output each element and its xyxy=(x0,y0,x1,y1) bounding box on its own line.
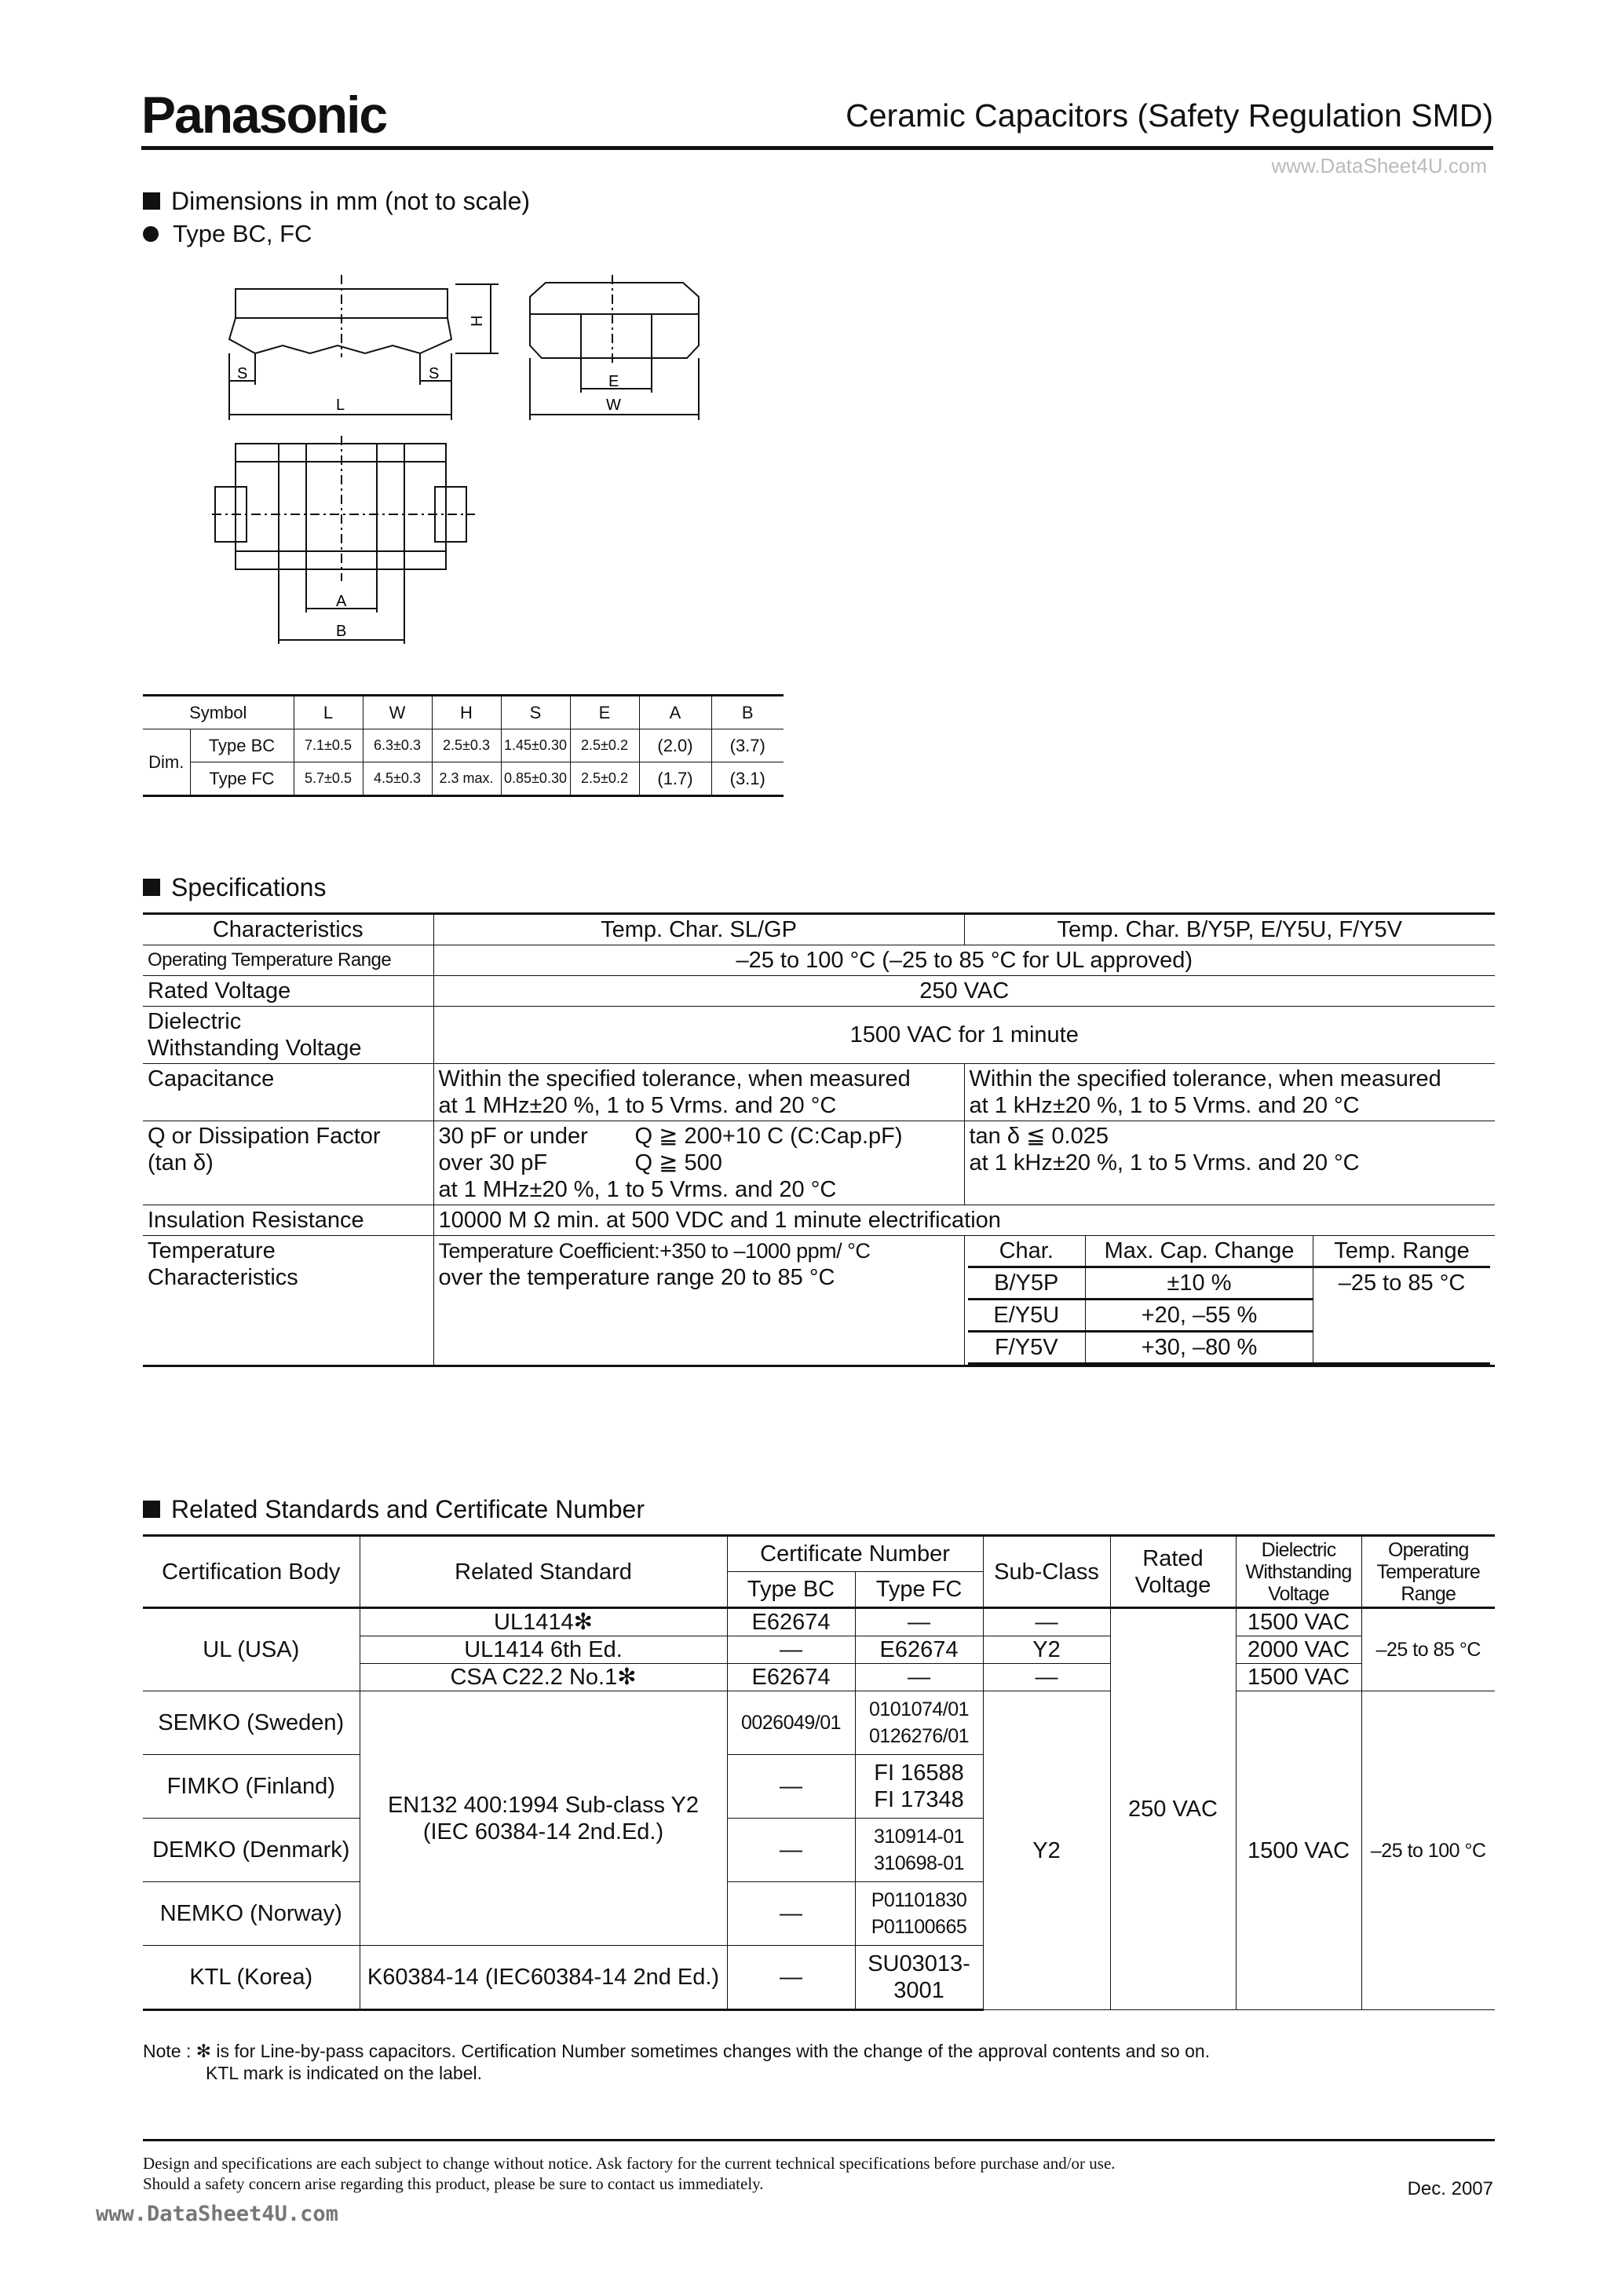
dimension-drawing xyxy=(212,267,730,660)
symbol-header: Symbol xyxy=(143,696,294,729)
value-cell: 0.85±0.30 xyxy=(501,762,570,796)
fc-cell: — xyxy=(855,1608,983,1636)
footer-rule xyxy=(143,2139,1495,2141)
subtable-header: Char. xyxy=(968,1236,1086,1267)
document-title: Ceramic Capacitors (Safety Regulation SMD) xyxy=(846,97,1493,133)
table-row xyxy=(143,1236,1495,1366)
bc-cell: — xyxy=(727,1636,855,1664)
standards-table xyxy=(143,1534,1495,2011)
value-cell: (3.7) xyxy=(711,729,784,762)
spec-col-header: Temp. Char. B/Y5P, E/Y5U, F/Y5V xyxy=(964,914,1495,945)
value-cell: (2.0) xyxy=(639,729,711,762)
bc-cell: — xyxy=(727,1946,855,2010)
type-cell: Type BC xyxy=(190,729,294,762)
spec-label: Rated Voltage xyxy=(143,976,433,1007)
temp-range-cell: –25 to 100 °C xyxy=(1361,1691,1495,2010)
note: Note : ✻ is for Line-by-pass capacitors. Certification Number sometimes changes with the change of the approval contents and so on. KTL mark is indicated on the label. xyxy=(143,2041,1211,2083)
spec-value: Temperature Coefficient:+350 to –1000 ppm/ °C over the temperature range 20 to 85 °C xyxy=(433,1236,964,1366)
table-row xyxy=(143,1691,1495,1755)
subclass-cell: — xyxy=(983,1608,1110,1636)
temp-char-cell xyxy=(964,1236,1495,1366)
subclass-cell: Y2 xyxy=(983,1636,1110,1664)
bc-cell: — xyxy=(727,1755,855,1819)
value-cell: (3.1) xyxy=(711,762,784,796)
col-header: S xyxy=(501,696,570,729)
standard-cell: UL1414✻ xyxy=(360,1608,727,1636)
subtable-cell: B/Y5P xyxy=(968,1267,1086,1300)
dim-label: Dim. xyxy=(143,729,190,796)
value-cell: 2.3 max. xyxy=(432,762,501,796)
spec-label: Dielectric Withstanding Voltage xyxy=(143,1007,433,1064)
subtable-cell: +20, –55 % xyxy=(1086,1300,1313,1332)
table-row xyxy=(143,1205,1495,1236)
standard-cell: CSA C22.2 No.1✻ xyxy=(360,1664,727,1691)
square-bullet-icon xyxy=(143,1501,160,1518)
header-operating-temp: Operating Temperature Range xyxy=(1361,1536,1495,1608)
fc-cell: E62674 xyxy=(855,1636,983,1664)
value-cell: 5.7±0.5 xyxy=(294,762,363,796)
standards-header-row xyxy=(143,1536,1495,1572)
value-cell: 6.3±0.3 xyxy=(363,729,432,762)
col-header: B xyxy=(711,696,784,729)
circle-bullet-icon xyxy=(143,226,159,242)
table-row xyxy=(143,945,1495,976)
subclass-cell: — xyxy=(983,1664,1110,1691)
value-cell: 2.5±0.2 xyxy=(570,729,639,762)
header-related-standard: Related Standard xyxy=(360,1536,727,1608)
spec-value: 30 pF or under Q ≧ 200+10 C (C:Cap.pF) over 30 pF Q ≧ 500 at 1 MHz±20 %, 1 to 5 Vrms. and 20 °C xyxy=(433,1121,964,1205)
square-bullet-icon xyxy=(143,879,160,896)
col-header: H xyxy=(432,696,501,729)
value-cell: 2.5±0.2 xyxy=(570,762,639,796)
specifications-table xyxy=(143,912,1495,1367)
label-w: W xyxy=(606,397,621,414)
dimensions-heading: Dimensions in mm (not to scale) xyxy=(143,187,530,216)
spec-value: Within the specified tolerance, when measured at 1 MHz±20 %, 1 to 5 Vrms. and 20 °C xyxy=(433,1064,964,1121)
spec-label: Capacitance xyxy=(143,1064,433,1121)
col-header: W xyxy=(363,696,432,729)
bc-cell: E62674 xyxy=(727,1664,855,1691)
subtable-cell: –25 to 85 °C xyxy=(1313,1267,1491,1364)
fc-cell: — xyxy=(855,1664,983,1691)
header-type-fc: Type FC xyxy=(855,1572,983,1608)
bc-cell: — xyxy=(727,1882,855,1946)
label-l: L xyxy=(336,397,345,414)
header-dielectric: Dielectric Withstanding Voltage xyxy=(1236,1536,1361,1608)
table-row xyxy=(143,1121,1495,1205)
table-row xyxy=(143,976,1495,1007)
subtable-cell: +30, –80 % xyxy=(1086,1332,1313,1364)
spec-value: Within the specified tolerance, when measured at 1 kHz±20 %, 1 to 5 Vrms. and 20 °C xyxy=(964,1064,1495,1121)
bc-cell: — xyxy=(727,1819,855,1882)
table-row xyxy=(143,1064,1495,1121)
subtable-header: Max. Cap. Change xyxy=(1086,1236,1313,1267)
table-row xyxy=(968,1267,1491,1300)
cert-body-cell: NEMKO (Norway) xyxy=(143,1882,360,1946)
col-header: L xyxy=(294,696,363,729)
fc-cell: 0101074/01 0126276/01 xyxy=(855,1691,983,1755)
table-row xyxy=(143,1007,1495,1064)
spec-header-row xyxy=(143,914,1495,945)
table-row xyxy=(143,729,784,762)
dielectric-cell: 1500 VAC xyxy=(1236,1691,1361,2010)
table-row xyxy=(143,762,784,796)
subtable-header: Temp. Range xyxy=(1313,1236,1491,1267)
type-cell: Type FC xyxy=(190,762,294,796)
watermark-top: www.DataSheet4U.com xyxy=(1271,154,1487,177)
header-type-bc: Type BC xyxy=(727,1572,855,1608)
standard-cell: UL1414 6th Ed. xyxy=(360,1636,727,1664)
subtable-cell: ±10 % xyxy=(1086,1267,1313,1300)
dim-header-row xyxy=(143,696,784,729)
fc-cell: 310914-01 310698-01 xyxy=(855,1819,983,1882)
spec-value: –25 to 100 °C (–25 to 85 °C for UL approved) xyxy=(433,945,1495,976)
fc-cell: FI 16588 FI 17348 xyxy=(855,1755,983,1819)
value-cell: 4.5±0.3 xyxy=(363,762,432,796)
col-header: A xyxy=(639,696,711,729)
spec-col-header: Characteristics xyxy=(143,914,433,945)
dielectric-cell: 1500 VAC xyxy=(1236,1664,1361,1691)
fc-cell: P01101830 P01100665 xyxy=(855,1882,983,1946)
subclass-cell: Y2 xyxy=(983,1691,1110,2010)
header-cert-body: Certification Body xyxy=(143,1536,360,1608)
temp-range-cell: –25 to 85 °C xyxy=(1361,1608,1495,1691)
spec-value: 250 VAC xyxy=(433,976,1495,1007)
spec-label: Insulation Resistance xyxy=(143,1205,433,1236)
label-e: E xyxy=(608,373,619,390)
cert-body-cell: SEMKO (Sweden) xyxy=(143,1691,360,1755)
standards-heading: Related Standards and Certificate Number xyxy=(143,1495,645,1524)
header-subclass: Sub-Class xyxy=(983,1536,1110,1608)
watermark-bottom: www.DataSheet4U.com xyxy=(96,2202,338,2226)
cert-body-cell: DEMKO (Denmark) xyxy=(143,1819,360,1882)
header-rule xyxy=(141,146,1493,150)
disclaimer: Design and specifications are each subject to change without notice. Ask factory for the current technical specifications before purchase and/or use. Should a safety concern arise regarding this product, please be sure to contact us immediately. xyxy=(143,2154,1116,2193)
standard-cell: EN132 400:1994 Sub-class Y2 (IEC 60384-14 2nd.Ed.) xyxy=(360,1691,727,1946)
header-rated-voltage: Rated Voltage xyxy=(1110,1536,1236,1608)
spec-col-header: Temp. Char. SL/GP xyxy=(433,914,964,945)
dimension-table xyxy=(143,694,784,797)
bc-cell: E62674 xyxy=(727,1608,855,1636)
cert-body-cell: FIMKO (Finland) xyxy=(143,1755,360,1819)
value-cell: (1.7) xyxy=(639,762,711,796)
document-date: Dec. 2007 xyxy=(1407,2178,1493,2199)
brand-logo: Panasonic xyxy=(141,86,387,144)
spec-value: 1500 VAC for 1 minute xyxy=(433,1007,1495,1064)
value-cell: 7.1±0.5 xyxy=(294,729,363,762)
specifications-heading: Specifications xyxy=(143,873,326,902)
spec-label: Operating Temperature Range xyxy=(143,945,433,976)
dielectric-cell: 2000 VAC xyxy=(1236,1636,1361,1664)
type-label: Type BC, FC xyxy=(143,220,312,248)
subtable-cell: F/Y5V xyxy=(968,1332,1086,1364)
spec-label: Temperature Characteristics xyxy=(143,1236,433,1366)
cert-body-cell: KTL (Korea) xyxy=(143,1946,360,2010)
rated-voltage-cell: 250 VAC xyxy=(1110,1608,1236,2010)
subtable-cell: E/Y5U xyxy=(968,1300,1086,1332)
spec-label: Q or Dissipation Factor (tan δ) xyxy=(143,1121,433,1205)
label-h: H xyxy=(469,315,486,327)
square-bullet-icon xyxy=(143,192,160,210)
spec-value: 10000 M Ω min. at 500 VDC and 1 minute electrification xyxy=(433,1205,1495,1236)
header-cert-number: Certificate Number xyxy=(727,1536,983,1572)
table-row xyxy=(143,1608,1495,1636)
bc-cell: 0026049/01 xyxy=(727,1691,855,1755)
standard-cell: K60384-14 (IEC60384-14 2nd Ed.) xyxy=(360,1946,727,2010)
label-a: A xyxy=(336,593,347,610)
spec-value: tan δ ≦ 0.025 at 1 kHz±20 %, 1 to 5 Vrms. and 20 °C xyxy=(964,1121,1495,1205)
cert-body-cell: UL (USA) xyxy=(143,1608,360,1691)
dielectric-cell: 1500 VAC xyxy=(1236,1608,1361,1636)
temp-char-subtable xyxy=(968,1236,1491,1365)
col-header: E xyxy=(570,696,639,729)
label-s-left: S xyxy=(237,365,248,382)
label-s-right: S xyxy=(429,365,440,382)
label-b: B xyxy=(336,623,347,640)
value-cell: 2.5±0.3 xyxy=(432,729,501,762)
fc-cell: SU03013- 3001 xyxy=(855,1946,983,2010)
value-cell: 1.45±0.30 xyxy=(501,729,570,762)
